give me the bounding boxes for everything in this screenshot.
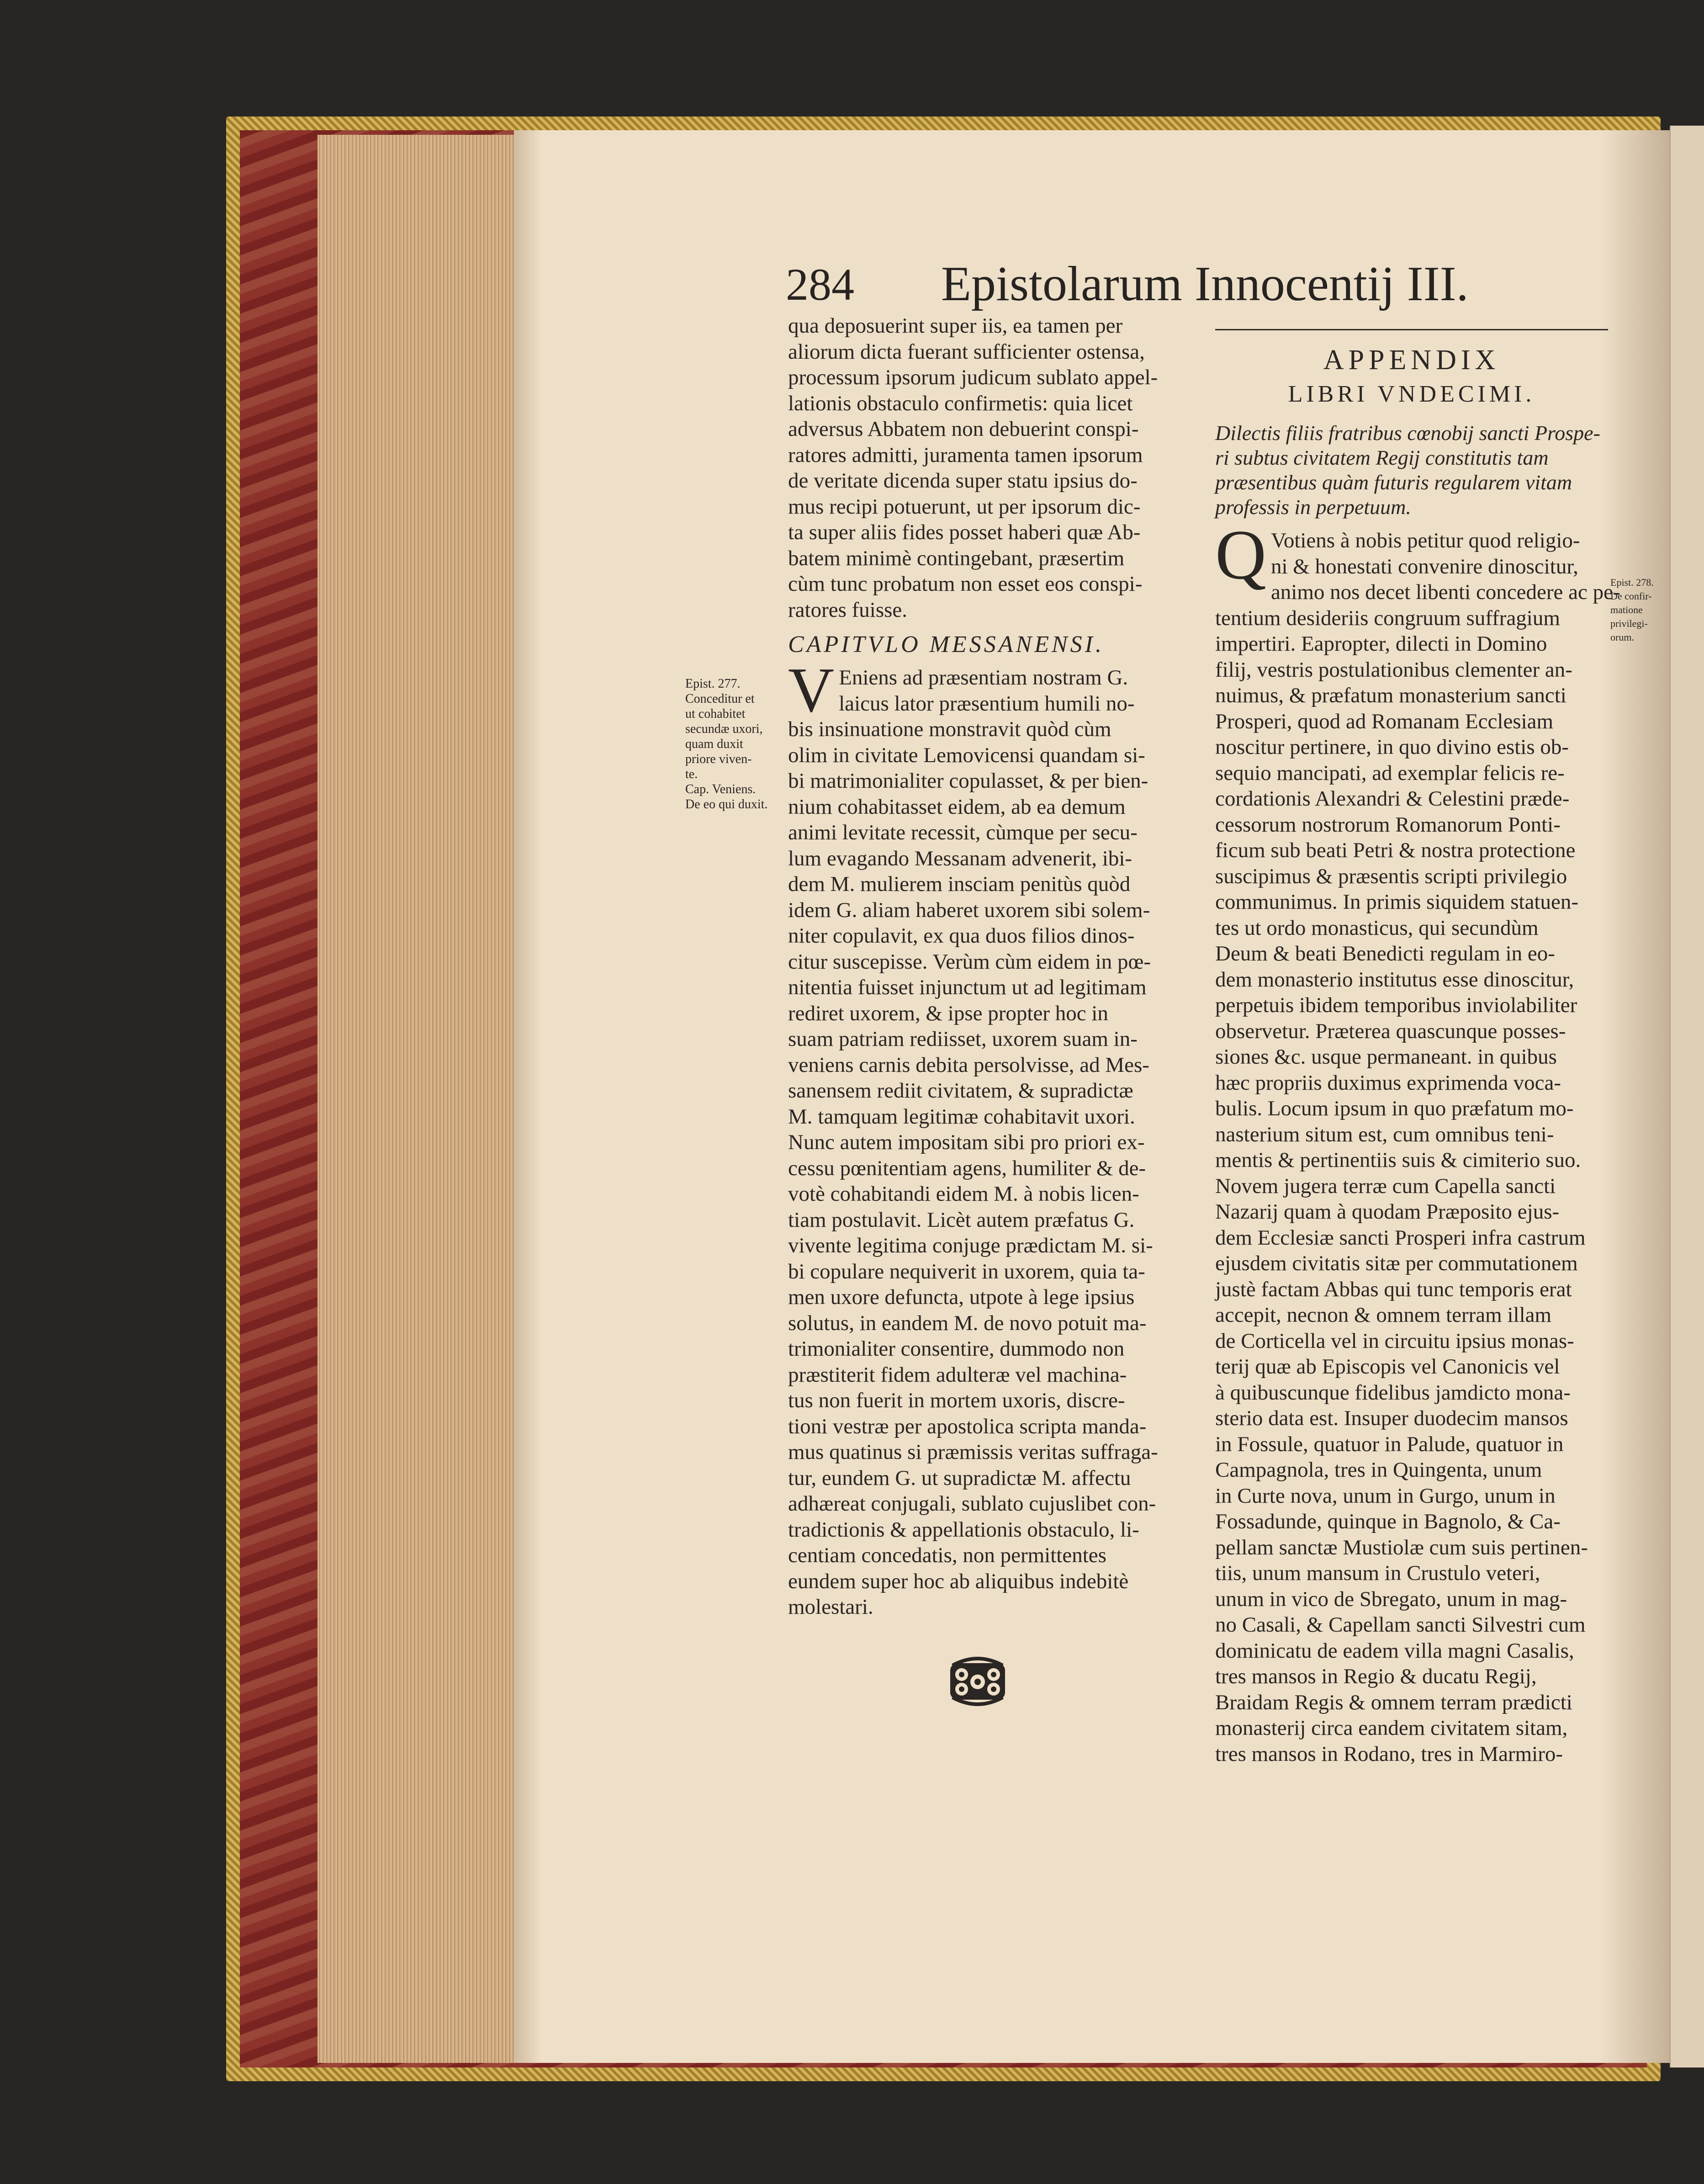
text-line: monasterij circa eandem civitatem sitam, — [1215, 1716, 1568, 1740]
right-column — [1215, 329, 1620, 1767]
text-line: tentium desideriis congruum suffragium — [1215, 606, 1560, 630]
text-line: cessorum nostrorum Romanorum Ponti- — [1215, 812, 1561, 837]
text-line: ratores admitti, juramenta tamen ipsorum — [788, 443, 1143, 467]
text-line: Braidam Regis & omnem terram prædicti — [1215, 1690, 1572, 1714]
text-line: cùm tunc probatum non esset eos conspi- — [788, 572, 1143, 596]
text-line: nasterium situm est, cum omnibus teni- — [1215, 1122, 1554, 1146]
text-line: Campagnola, tres in Quingenta, unum — [1215, 1458, 1542, 1482]
text-line: tiis, unum mansum in Crustulo veteri, — [1215, 1561, 1540, 1585]
text-line: centiam concedatis, non permittentes — [788, 1543, 1106, 1567]
text-line: laicus lator præsentium humili no- — [839, 691, 1135, 716]
text-line: adhæreat conjugali, sublato cujuslibet con- — [788, 1492, 1156, 1516]
text-line: dem monasterio institutus esse dinoscitur, — [1215, 967, 1574, 991]
text-line: bis insinuatione monstravit quòd cùm — [788, 717, 1111, 741]
text-line: tes ut ordo monasticus, qui secundùm — [1215, 916, 1539, 940]
text-line: justè factam Abbas qui tunc temporis erat — [1215, 1277, 1572, 1301]
text-line: Nunc autem impositam sibi pro priori ex- — [788, 1130, 1145, 1154]
page-number: 284 — [786, 259, 854, 310]
text-line: animo nos decet libenti concedere ac pe- — [1270, 580, 1620, 604]
text-line: lationis obstaculo confirmetis: quia licet — [788, 391, 1133, 415]
text-line: processum ipsorum judicum sublato appel- — [788, 366, 1158, 389]
text-line: præstiterit fidem adulteræ vel machina- — [788, 1362, 1127, 1387]
text-line: idem G. aliam haberet uxorem sibi solem- — [788, 898, 1150, 922]
page-header — [786, 258, 1471, 313]
text-line: unum in vico de Sbregato, unum in mag- — [1215, 1587, 1567, 1611]
text-line: professis in perpetuum. — [1215, 495, 1411, 519]
text-line: men uxore defuncta, utpote à lege ipsius — [788, 1285, 1135, 1309]
text-line: Prosperi, quod ad Romanam Ecclesiam — [1215, 709, 1554, 733]
text-line: ficum sub beati Petri & nostra protectione — [1215, 838, 1576, 862]
marginal-note-line: Cap. Veniens. — [685, 782, 756, 796]
marginal-note-line: Epist. 277. — [685, 677, 741, 691]
text-line: observetur. Præterea quascunque posses- — [1215, 1019, 1566, 1043]
text-line: bulis. Locum ipsum in quo præfatum mo- — [1215, 1097, 1574, 1120]
text-line: bi copulare nequiverit in uxorem, quia ta- — [788, 1259, 1145, 1283]
appendix-heading: APPENDIX — [1323, 345, 1500, 376]
text-line: impertiri. Eapropter, dilecti in Domino — [1215, 632, 1547, 656]
marginal-note-letter-278 — [1610, 576, 1665, 644]
marginal-note-line: te. — [685, 767, 698, 781]
marginal-note-line: De confir- — [1610, 590, 1652, 602]
text-line: terij quæ ab Episcopis vel Canonicis vel — [1215, 1355, 1560, 1378]
text-line: in Curte nova, unum in Gurgo, unum in — [1215, 1484, 1556, 1508]
text-line: tioni vestræ per apostolica scripta manda- — [788, 1414, 1147, 1438]
text-line: cordationis Alexandri & Celestini præde- — [1215, 787, 1570, 811]
text-line: siones &c. usque permaneant. in quibus — [1215, 1045, 1557, 1069]
text-line: animi levitate recessit, cùmque per secu- — [788, 821, 1138, 844]
text-line: molestari. — [788, 1595, 873, 1619]
text-line: Eniens ad præsentiam nostram G. — [839, 666, 1128, 689]
text-line: nitentia fuisset injunctum ut ad legitimam — [788, 975, 1147, 999]
text-line: solutus, in eandem M. de novo potuit ma- — [788, 1311, 1147, 1335]
text-line: communimus. In primis siquidem statuen- — [1215, 890, 1579, 914]
text-line: M. tamquam legitimæ cohabitavit uxori. — [788, 1104, 1135, 1129]
text-line: Novem jugera terræ cum Capella sancti — [1215, 1174, 1556, 1198]
appendix-subheading: LIBRI VNDECIMI. — [1288, 381, 1535, 407]
text-line: nuimus, & præfatum monasterium sancti — [1215, 684, 1566, 707]
text-line: niter copulavit, ex qua duos filios dinos- — [788, 924, 1135, 948]
letter-278-address — [1215, 421, 1608, 519]
marginal-note-line: secundæ uxori, — [685, 722, 763, 736]
drop-capital: V — [788, 655, 835, 726]
page-block-edge — [318, 135, 516, 2063]
marginal-note-line: quam duxit — [685, 737, 743, 751]
facing-page-edge — [1670, 126, 1704, 2067]
drop-capital: Q — [1215, 515, 1266, 594]
text-line: suscipimus & præsentis scripti privilegio — [1215, 864, 1567, 888]
text-line: votè cohabitandi eidem M. à nobis licen- — [788, 1182, 1139, 1206]
text-line: dem Ecclesiæ sancti Prosperi infra castrum — [1215, 1225, 1586, 1250]
text-line: mus quatinus si præmissis veritas suffraga- — [788, 1440, 1158, 1464]
marginal-note-line: Epist. 278. — [1610, 577, 1654, 588]
text-line: vivente legitima conjuge prædictam M. si- — [788, 1234, 1153, 1257]
text-line: tus non fuerit in mortem uxoris, discre- — [788, 1389, 1125, 1412]
text-line: Fossadunde, quinque in Bagnolo, & Ca- — [1215, 1510, 1561, 1533]
text-line: ejusdem civitatis sitæ per commutationem — [1215, 1251, 1578, 1275]
text-line: in Fossule, quatuor in Palude, quatuor in — [1215, 1432, 1564, 1456]
text-line: lum evagando Messanam advenerit, ibi- — [788, 846, 1132, 870]
text-line: ta super aliis fides posset haberi quæ Ab- — [788, 520, 1141, 544]
marginal-note-line: matione — [1610, 604, 1643, 615]
chapter-caption: CAPITVLO MESSANENSI. — [788, 631, 1104, 657]
text-line: filij, vestris postulationibus clementer an- — [1215, 657, 1572, 682]
text-line: perpetuis ibidem temporibus inviolabiliter — [1215, 993, 1577, 1017]
left-column — [788, 313, 1190, 1620]
text-line: cessu pœnitentiam agens, humiliter & de- — [788, 1156, 1146, 1180]
text-line: sequio mancipati, ad exemplar felicis re- — [1215, 761, 1565, 785]
text-line: pellam sanctæ Mustiolæ cum suis pertinen- — [1215, 1535, 1588, 1559]
text-line: dominicatu de eadem villa magni Casalis, — [1215, 1638, 1574, 1663]
text-line: Deum & beati Benedicti regulam in eo- — [1215, 942, 1555, 965]
text-line: rediret uxorem, & ipse propter hoc in — [788, 1001, 1108, 1025]
marginal-note-letter-277 — [685, 676, 781, 812]
text-line: tradictionis & appellationis obstaculo, li- — [788, 1517, 1139, 1542]
text-line: ratores fuisse. — [788, 598, 908, 622]
letter-276-continuation — [788, 313, 1190, 623]
text-line: aliorum dicta fuerant sufficienter ostensa, — [788, 339, 1145, 364]
text-line: eundem super hoc ab aliquibus indebitè — [788, 1569, 1129, 1593]
text-line: tres mansos in Regio & ducatu Regij, — [1215, 1665, 1537, 1688]
text-line: hæc propriis duximus exprimenda voca- — [1215, 1071, 1561, 1095]
text-line: Dilectis filiis fratribus cœnobij sancti Prospe- — [1215, 421, 1600, 445]
text-line: olim in civitate Lemovicensi quandam si- — [788, 743, 1145, 767]
text-line: noscitur pertinere, in quo divino estis ob- — [1215, 735, 1569, 759]
text-line: ni & honestati convenire dinoscitur, — [1270, 554, 1578, 578]
marginal-note-line: ut cohabitet — [685, 707, 746, 721]
text-line: Votiens à nobis petitur quod religio- — [1270, 529, 1580, 552]
marginal-note-line: orum. — [1610, 631, 1634, 643]
text-line: tiam postulavit. Licèt autem præfatus G. — [788, 1208, 1135, 1232]
text-line: à quibuscunque fidelibus jamdicto mona- — [1215, 1380, 1571, 1405]
text-line: qua deposuerint super iis, ea tamen per — [788, 314, 1123, 338]
letter-278-body — [1215, 515, 1620, 1767]
text-line: de Corticella vel in circuitu ipsius monas- — [1215, 1329, 1574, 1353]
running-title: Epistolarum Innocentij III. — [941, 257, 1469, 311]
text-line: citur suscepisse. Verùm cùm eidem in pœ- — [788, 949, 1151, 974]
header-rule — [1215, 329, 1608, 330]
text-line: Nazarij quam à quodam Præposito ejus- — [1215, 1200, 1560, 1224]
marginal-note-line: De eo qui duxit. — [685, 797, 768, 811]
text-line: bi matrimonialiter copulasset, & per bien- — [788, 769, 1148, 793]
text-line: mentis & pertinentiis suis & cimiterio suo. — [1215, 1148, 1581, 1172]
text-line: trimonialiter consentire, dummodo non — [788, 1337, 1125, 1361]
text-line: dem M. mulierem insciam penitùs quòd — [788, 872, 1131, 896]
text-line: tres mansos in Rodano, tres in Marmiro- — [1215, 1742, 1563, 1766]
ornament-fleuron-icon — [943, 1647, 1012, 1716]
text-line: adversus Abbatem non debuerint conspi- — [788, 417, 1139, 441]
text-line: veniens carnis debita persolvisse, ad Mes- — [788, 1053, 1149, 1077]
text-line: mus recipi potuerunt, ut per ipsorum dic- — [788, 494, 1141, 519]
text-line: præsentibus quàm futuris regularem vitam — [1215, 471, 1572, 494]
text-line: sterio data est. Insuper duodecim mansos — [1215, 1406, 1568, 1430]
text-line: batem minimè contingebant, præsertim — [788, 546, 1125, 570]
text-line: ri subtus civitatem Regij constitutis tam — [1215, 446, 1549, 469]
text-line: tur, eundem G. ut supradictæ M. affectu — [788, 1466, 1131, 1490]
marginal-note-line: Conceditur et — [685, 692, 755, 706]
text-line: suam patriam rediisset, uxorem suam in- — [788, 1027, 1138, 1051]
letter-277-body — [788, 655, 1190, 1620]
marginal-note-line: privilegi- — [1610, 618, 1648, 629]
text-line: nium cohabitasset eidem, ab ea demum — [788, 795, 1126, 819]
text-line: accepit, necnon & omnem terram illam — [1215, 1303, 1552, 1327]
text-line: no Casali, & Capellam sancti Silvestri cum — [1215, 1613, 1586, 1637]
text-line: de veritate dicenda super statu ipsius do- — [788, 469, 1138, 493]
marginal-note-line: priore viven- — [685, 752, 752, 766]
text-line: sanensem rediit civitatem, & supradictæ — [788, 1079, 1133, 1103]
